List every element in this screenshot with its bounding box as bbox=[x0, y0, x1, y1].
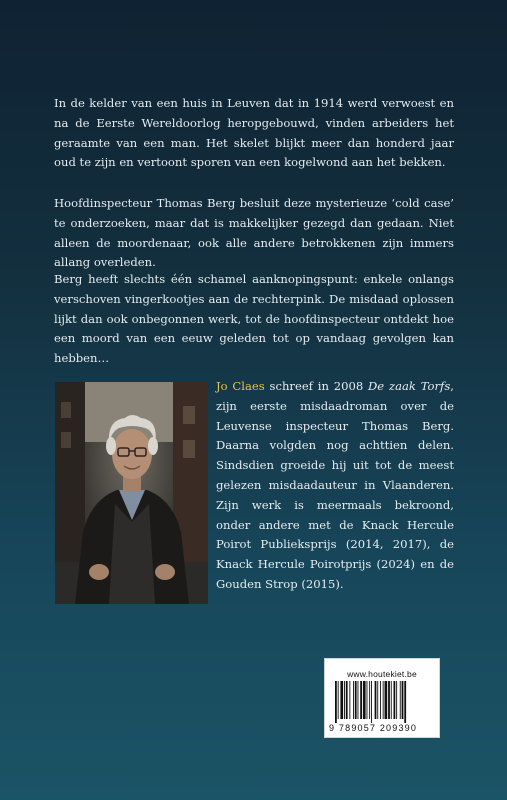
author-portrait-illustration bbox=[55, 382, 208, 604]
author-bio bbox=[216, 377, 454, 595]
author-bio-text-1: schreef in 2008 bbox=[264, 379, 369, 393]
barcode-label bbox=[324, 658, 440, 738]
author-photo bbox=[55, 382, 208, 604]
blurb-paragraph-1: In de kelder van een huis in Leuven dat in 1914 werd verwoest en na de Eerste Wereldoorlog heropgebouwd, vinden arbeiders het geraamte van een man. Het skelet blijkt meer dan honderd jaar oud te zijn en vertoont sporen van een kogelwond aan het bekken. bbox=[54, 96, 454, 170]
publisher-url: www.houtekiet.be bbox=[347, 669, 417, 679]
isbn-number: 9 789057 209390 bbox=[329, 723, 418, 733]
author-name: Jo Claes bbox=[216, 379, 265, 393]
author-bio-text-2: , zijn eerste misdaadroman over de Leuvense inspecteur Thomas Berg. Daarna volgden nog achttien delen. Sindsdien groeide hij uit tot de meest gelezen misdaadauteur in Vlaanderen. Zijn werk is meermaals bekroond, onder andere met de Knack Hercule Poirot Publieksprijs (2014, 2017), de Knack Hercule Poirotprijs (2024) en de Gouden Strop (2015). bbox=[216, 379, 454, 591]
blurb-paragraph-2: Hoofdinspecteur Thomas Berg besluit deze mysterieuze ‘cold case’ te onderzoeken, maar dat is makkelijker gezegd dan gedaan. Niet alleen de moordenaar, ook alle andere betrokkenen zijn immers allang overleden. bbox=[54, 196, 454, 270]
isbn-barcode-icon bbox=[335, 681, 429, 723]
book-title: De zaak Torfs bbox=[368, 379, 451, 393]
blurb-paragraph-3: Berg heeft slechts één schamel aanknopingspunt: enkele onlangs verschoven vingerkootjes aan de rechterpink. De misdaad oplossen lijkt dan ook onbegonnen werk, tot de hoofdinspecteur ontdekt hoe een moord van een eeuw geleden tot op vandaag gevolgen kan hebben… bbox=[54, 272, 454, 366]
